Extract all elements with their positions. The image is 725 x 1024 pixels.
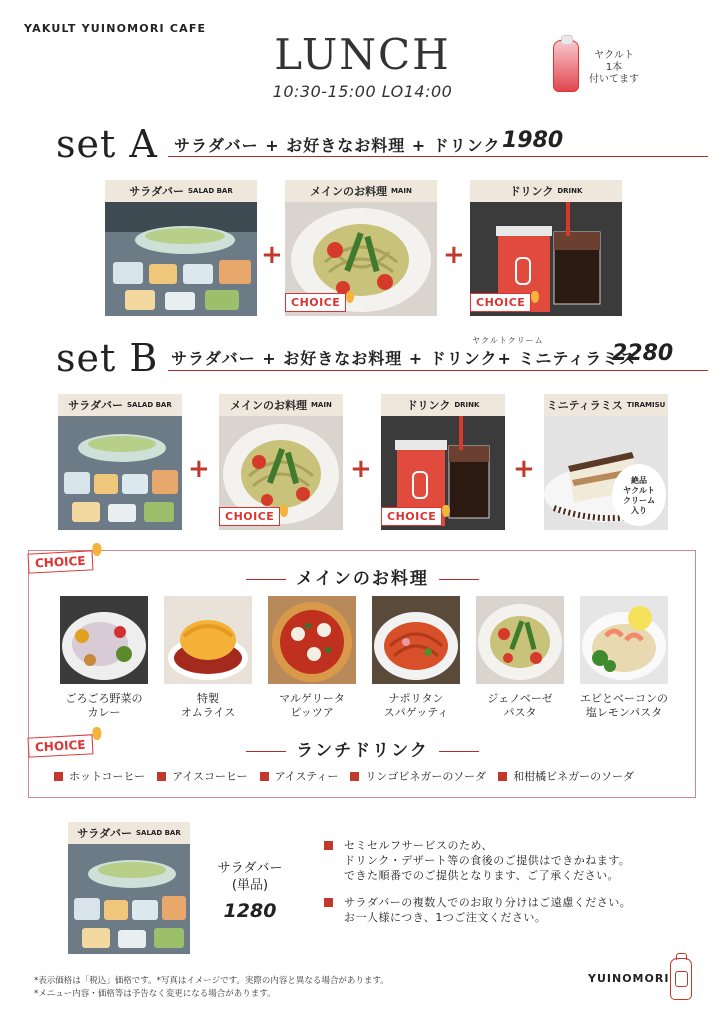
tile-header: ドリンク DRINK <box>470 180 622 202</box>
set-b-description: サラダバー + お好きなお料理 + ドリンク+ ミニティラミス <box>171 349 637 368</box>
footer-notes: *表示価格は「税込」価格です。*写真はイメージです。実際の内容と異なる場合があります。 *メニュー内容・価格等は予告なく変更になる場合があります。 <box>34 976 389 999</box>
drink-item: アイスティー <box>260 768 339 784</box>
salad-single-label: サラダバー (単品) <box>217 861 283 893</box>
set-a-price: 1980 <box>502 128 564 153</box>
set-a-divider <box>168 156 708 157</box>
note-item: セミセルフサービスのため、 ドリンク・デザート等の食後のご提供はできかねます。 できた順番でのご提供となります、ご了承ください。 <box>324 838 704 883</box>
plus-icon: + <box>350 454 372 484</box>
shrimp-lemon-pasta-photo <box>580 596 668 684</box>
salad-bar-photo <box>58 416 182 530</box>
set-b-ruby: ヤクルトクリーム <box>472 336 544 345</box>
plus-icon: + <box>513 454 535 484</box>
salad-bar-photo <box>68 844 190 954</box>
yakult-bottle-logo-icon <box>670 958 692 1000</box>
drink-choice-badge: CHOICE <box>28 734 93 757</box>
drink-item: ホットコーヒー <box>54 768 145 784</box>
dish-item: ごろごろ野菜の カレー <box>60 596 148 720</box>
page-title: LUNCH <box>274 30 451 79</box>
salad-single-tile <box>68 822 190 954</box>
set-a-tile-salad <box>105 180 257 316</box>
drink-item: リンゴビネガーのソーダ <box>350 768 486 784</box>
tiramisu-badge: 絶品 ヤクルト クリーム 入り <box>612 464 666 526</box>
dish-item: ナポリタン スパゲッティ <box>372 596 460 720</box>
tile-header: サラダバー SALAD BAR <box>58 394 182 416</box>
choice-tag: CHOICE <box>470 293 531 312</box>
salad-single-price: 1280 <box>223 900 277 922</box>
service-notes <box>324 838 704 937</box>
napolitan-photo <box>372 596 460 684</box>
tile-header: メインのお料理 MAIN <box>285 180 437 202</box>
set-b-tile-main <box>219 394 343 530</box>
brand-name: YUINOMORI <box>588 972 670 985</box>
set-b-tile-drink <box>381 394 505 530</box>
set-a-description: サラダバー + お好きなお料理 + ドリンク <box>174 136 501 155</box>
set-a-tile-drink <box>470 180 622 316</box>
set-b-price: 2280 <box>612 341 674 366</box>
drink-item: 和柑橘ビネガーのソーダ <box>498 768 634 784</box>
yakult-bottle-icon <box>553 40 579 92</box>
tile-header: サラダバー SALAD BAR <box>105 180 257 202</box>
cafe-name: YAKULT YUINOMORI CAFE <box>24 22 207 35</box>
set-b-tile-salad <box>58 394 182 530</box>
dish-item: マルゲリータ ピッツア <box>268 596 356 720</box>
dish-item: 特製 オムライス <box>164 596 252 720</box>
plus-icon: + <box>261 240 283 270</box>
plus-icon: + <box>443 240 465 270</box>
business-hours: 10:30-15:00 LO14:00 <box>272 82 453 101</box>
genovese-pasta-photo <box>476 596 564 684</box>
tile-header: メインのお料理 MAIN <box>219 394 343 416</box>
set-b-label: set B <box>56 336 159 380</box>
set-b-tile-tiramisu <box>544 394 668 530</box>
omurice-photo <box>164 596 252 684</box>
drink-choice-title: ランチドリンク <box>0 736 725 761</box>
set-a-label: set A <box>56 122 158 166</box>
dish-item: エビとベーコンの 塩レモンパスタ <box>580 596 668 720</box>
tile-header: ミニティラミス TIRAMISU <box>544 394 668 416</box>
plus-icon: + <box>188 454 210 484</box>
curry-photo <box>60 596 148 684</box>
main-choice-badge: CHOICE <box>28 550 93 573</box>
choice-tag: CHOICE <box>285 293 346 312</box>
set-b-divider <box>168 370 708 371</box>
note-item: サラダバーの複数人でのお取り分けはご遠慮ください。 お一人様につき、1つご注文ください。 <box>324 895 704 925</box>
choice-tag: CHOICE <box>381 507 442 526</box>
choice-tag: CHOICE <box>219 507 280 526</box>
drink-list <box>54 768 634 784</box>
yakult-note: ヤクルト 1本 付いてます <box>589 50 639 85</box>
drink-item: アイスコーヒー <box>157 768 247 784</box>
margherita-pizza-photo <box>268 596 356 684</box>
dish-item: ジェノベーゼ パスタ <box>476 596 564 720</box>
main-choice-title: メインのお料理 <box>0 564 725 589</box>
tile-header: サラダバー SALAD BAR <box>68 822 190 844</box>
tile-header: ドリンク DRINK <box>381 394 505 416</box>
set-a-tile-main <box>285 180 437 316</box>
salad-bar-photo <box>105 202 257 316</box>
